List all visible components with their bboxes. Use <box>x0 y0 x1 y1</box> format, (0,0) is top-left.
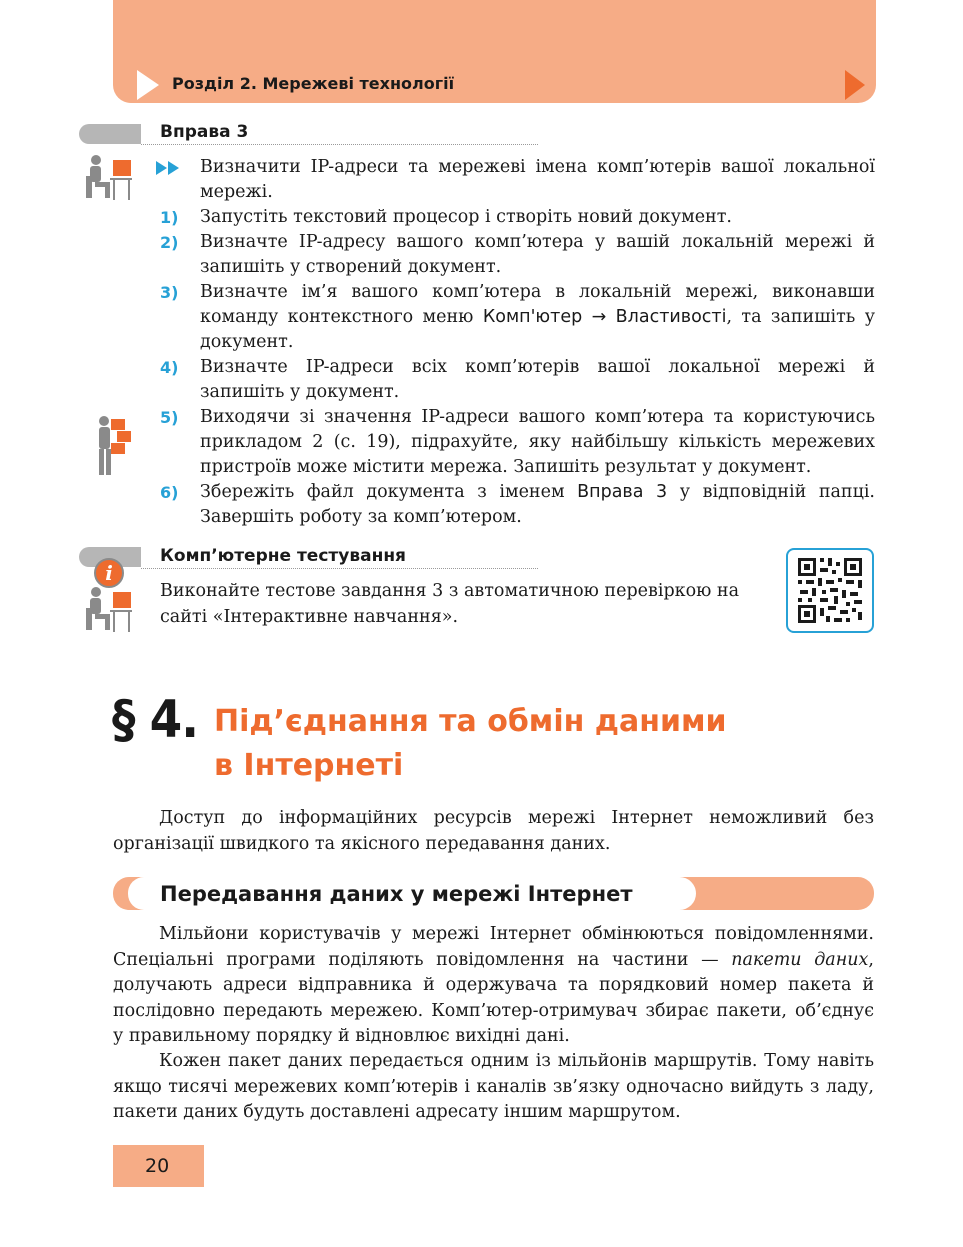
step-number: 4) <box>160 358 179 377</box>
step-text: Визначте IP-адресу вашого комп’ютера у вашій локальній мережі й запишіть у створений документ. <box>200 232 875 277</box>
list-item <box>160 205 875 230</box>
paragraph-title-line: Під’єднання та обмін даними <box>214 704 727 739</box>
person-blocks-icon <box>95 415 135 477</box>
exercise-title: Вправа 3 <box>160 122 249 142</box>
svg-text:i: i <box>105 561 113 585</box>
qr-code-icon <box>788 550 872 631</box>
step-text: , та запишіть у документ. <box>200 307 875 352</box>
intro-paragraph: Доступ до інформаційних ресурсів мережі Інтернет неможливий без організації швидкого та якісного передавання даних. <box>113 808 874 854</box>
list-item <box>160 480 875 530</box>
step-text: Виходячи зі значення IP-адреси вашого комп’ютера та користуючись прикладом 2 (с. 19), підрахуйте, яку найбільшу кількість мережевих пристроїв може містити мережа. Запишіть результат у документ. <box>200 407 875 477</box>
info-icon <box>93 557 125 589</box>
list-item <box>160 230 875 280</box>
step-text: Визначте ім’я вашого комп’ютера в локальній мережі, виконавши команду контекстного меню <box>200 282 875 327</box>
step-text: Запустіть текстовий процесор і створіть новий документ. <box>200 207 732 227</box>
play-icon <box>845 70 865 100</box>
list-item <box>160 405 875 480</box>
emphasis-term: пакети даних <box>731 949 869 970</box>
paragraph-title <box>214 700 814 788</box>
subsection-title: Передавання даних у мережі Інтернет <box>160 882 633 906</box>
step-number: 6) <box>160 483 179 502</box>
chapter-title: Розділ 2. Мережеві технології <box>172 74 455 93</box>
testing-title: Комп’ютерне тестування <box>160 546 406 566</box>
person-computer-icon <box>83 154 133 204</box>
divider <box>141 568 538 569</box>
menu-path: Комп'ютер → Властивості <box>482 307 727 327</box>
intro-text: Визначити IP-адреси та мережеві імена комп’ютерів вашої локальної мережі. <box>200 157 875 202</box>
section-tab <box>79 124 141 144</box>
paragraph-sign: § 4. <box>112 690 198 750</box>
paragraph-text: , долучають адреси відправника й одержувача та порядковий номер пакета й послідовно передають мережею. Комп’ютер-отримувач збирає пакети, об’єднує у правильному порядку й відновлює вихідні дані. <box>113 949 874 1046</box>
testing-text: Виконайте тестове завдання 3 з автоматичною перевіркою на сайті «Інтерактивне навчання». <box>160 581 740 627</box>
body-paragraph: Кожен пакет даних передається одним із мільйонів маршрутів. Тому навіть якщо тисячі мережевих комп’ютерів і каналів зв’язку одночасно вийдуть з ладу, пакети даних будуть доставлені адресату іншим маршрутом. <box>113 1051 874 1122</box>
paragraph-text: Мільйони користувачів у мережі Інтернет обмінюються повідомленнями. Спеціальні програми поділяють повідомлення на частини — <box>113 924 874 970</box>
page-number: 20 <box>145 1155 170 1177</box>
double-arrow-icon <box>156 161 180 175</box>
step-text: Збережіть файл документа з іменем <box>200 482 578 502</box>
exercise-list <box>160 155 875 530</box>
paragraph-title-line: в Інтернеті <box>214 748 404 783</box>
step-number: 3) <box>160 283 179 302</box>
file-name: Вправа 3 <box>577 482 668 502</box>
body-paragraph <box>113 922 874 1050</box>
exercise-intro <box>160 155 875 205</box>
step-number: 2) <box>160 233 179 252</box>
list-item <box>160 280 875 355</box>
step-text: Визначте IP-адреси всіх комп’ютерів вашої локальної мережі й запишіть у документ. <box>200 357 875 402</box>
list-item <box>160 355 875 405</box>
divider <box>141 144 538 145</box>
step-number: 5) <box>160 408 179 427</box>
step-number: 1) <box>160 208 179 227</box>
qr-code-icon[interactable] <box>786 548 874 633</box>
play-icon <box>137 70 159 100</box>
step-text: у відповідній папці. Завершіть роботу за комп’ютером. <box>200 482 875 527</box>
person-computer-icon <box>83 586 133 636</box>
